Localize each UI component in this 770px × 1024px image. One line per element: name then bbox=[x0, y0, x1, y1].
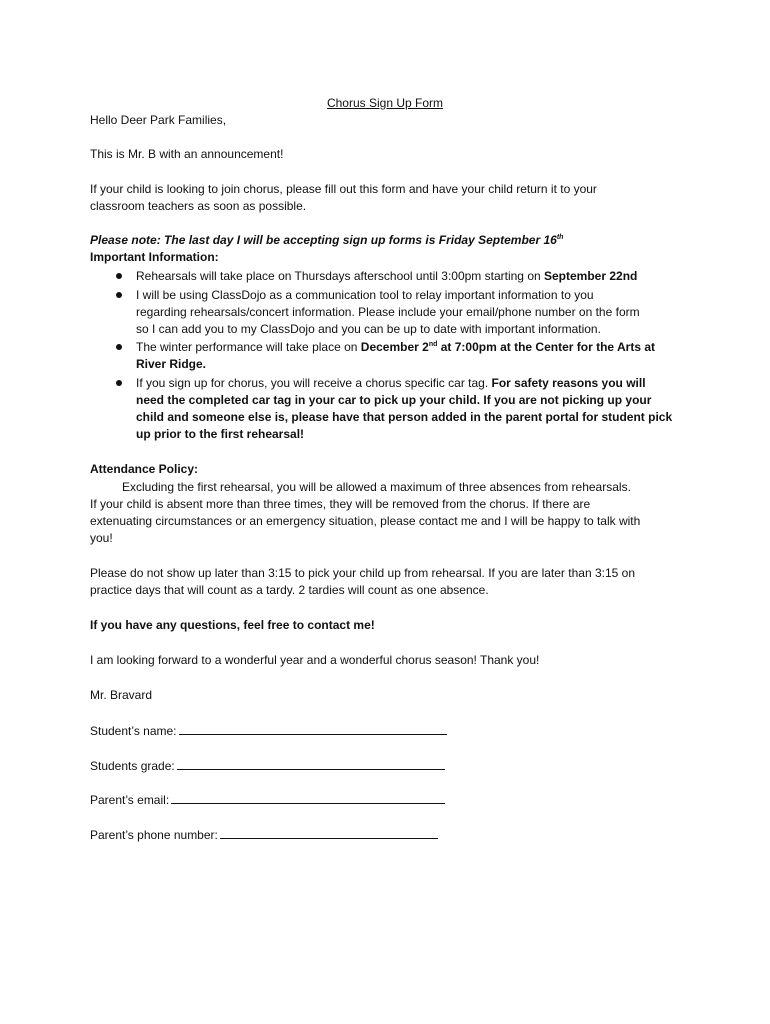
attendance-line-3: extenuating circumstances or an emergency situation, please contact me and I will be happy to talk with bbox=[90, 514, 641, 528]
intro-text: This is Mr. B with an announcement! bbox=[90, 147, 284, 161]
bullet-2-line-3: so I can add you to my ClassDojo and you can be up to date with important information. bbox=[136, 322, 601, 336]
bullet-3-bold-2: at 7:00pm at the Center for the Arts at bbox=[437, 340, 655, 354]
bullet-3-line-2: River Ridge. bbox=[136, 357, 207, 371]
parent-email-label: Parent’s email: bbox=[90, 793, 170, 807]
attendance-heading: Attendance Policy: bbox=[90, 462, 199, 476]
parent-phone-label: Parent’s phone number: bbox=[90, 828, 218, 842]
bullet-icon bbox=[116, 344, 122, 350]
bullet-3-line-1 bbox=[136, 339, 655, 356]
para1-line-1: If your child is looking to join chorus, please fill out this form and have your child return it to your bbox=[90, 182, 597, 196]
deadline-note-text: Please note: The last day I will be accepting sign up forms is Friday September 16 bbox=[90, 233, 557, 247]
parent-phone-field[interactable] bbox=[90, 826, 438, 844]
bullet-4-line-3: child and someone else is, please have that person added in the parent portal for student pick bbox=[136, 410, 673, 424]
student-name-field[interactable] bbox=[90, 722, 447, 740]
greeting: Hello Deer Park Families, bbox=[90, 113, 227, 127]
para1-line-2: classroom teachers as soon as possible. bbox=[90, 199, 307, 213]
parent-email-blank[interactable] bbox=[171, 791, 445, 804]
student-name-blank[interactable] bbox=[179, 722, 447, 735]
bullet-4-bold: For safety reasons you will bbox=[491, 376, 646, 390]
bullet-1 bbox=[136, 268, 637, 285]
parent-email-field[interactable] bbox=[90, 791, 445, 809]
page-title: Chorus Sign Up Form bbox=[326, 96, 444, 110]
bullet-icon bbox=[116, 292, 122, 298]
bullet-1-text: Rehearsals will take place on Thursdays afterschool until 3:00pm starting on bbox=[136, 269, 544, 283]
student-grade-label: Students grade: bbox=[90, 759, 175, 773]
attendance-line-4: you! bbox=[90, 531, 113, 545]
signature: Mr. Bravard bbox=[90, 688, 153, 702]
deadline-note bbox=[90, 232, 563, 249]
bullet-3-bold-1: December 2 bbox=[360, 340, 429, 354]
student-grade-field[interactable] bbox=[90, 757, 445, 775]
bullet-2-line-2: regarding rehearsals/concert information. Please include your email/phone number on the form bbox=[136, 305, 640, 319]
bullet-icon bbox=[116, 380, 122, 386]
questions-text: If you have any questions, feel free to contact me! bbox=[90, 618, 375, 632]
bullet-3-text: The winter performance will take place on bbox=[136, 340, 361, 354]
bullet-4-line-2: need the completed car tag in your car to pick up your child. If you are not picking up your bbox=[136, 393, 652, 407]
bullet-4-line-1 bbox=[136, 375, 646, 392]
pickup-line-2: practice days that will count as a tardy. 2 tardies will count as one absence. bbox=[90, 583, 489, 597]
bullet-1-bold: September 22nd bbox=[544, 269, 638, 283]
parent-phone-blank[interactable] bbox=[220, 826, 438, 839]
bullet-icon bbox=[116, 273, 122, 279]
closing-text: I am looking forward to a wonderful year and a wonderful chorus season! Thank you! bbox=[90, 653, 540, 667]
student-grade-blank[interactable] bbox=[177, 757, 445, 770]
attendance-line-2: If your child is absent more than three times, they will be removed from the chorus. If there are bbox=[90, 497, 591, 511]
student-name-label: Student’s name: bbox=[90, 724, 177, 738]
bullet-4-text: If you sign up for chorus, you will receive a chorus specific car tag. bbox=[136, 376, 492, 390]
pickup-line-1: Please do not show up later than 3:15 to pick your child up from rehearsal. If you are later than 3:15 on bbox=[90, 566, 635, 580]
attendance-line-1: Excluding the first rehearsal, you will be allowed a maximum of three absences from rehearsals. bbox=[122, 480, 631, 494]
bullet-3-sup: nd bbox=[428, 341, 438, 348]
bullet-4-line-4: up prior to the first rehearsal! bbox=[136, 427, 305, 441]
bullet-2-line-1: I will be using ClassDojo as a communication tool to relay important information to you bbox=[136, 288, 594, 302]
important-heading: Important Information: bbox=[90, 250, 219, 264]
deadline-note-sup: th bbox=[556, 234, 564, 241]
